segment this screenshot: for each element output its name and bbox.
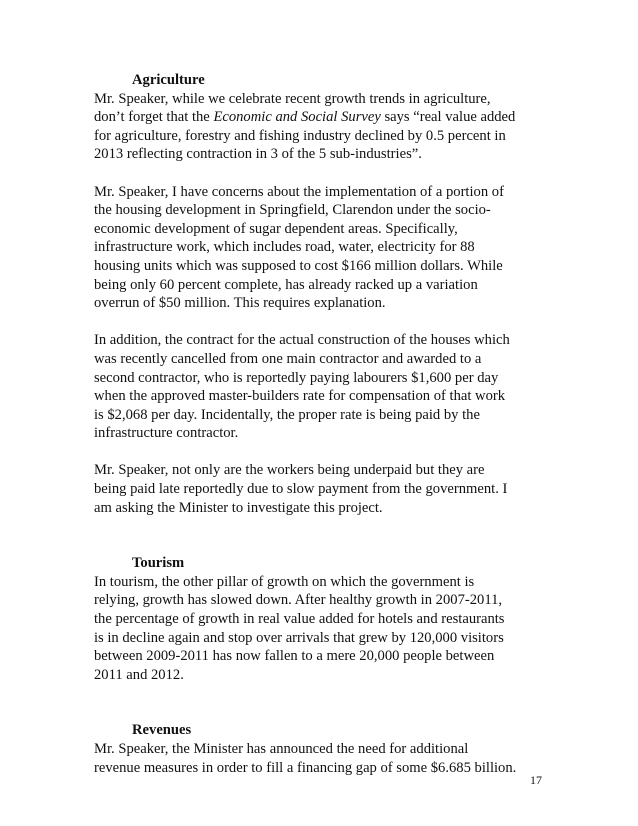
text-line: infrastructure contractor. [94, 425, 239, 442]
text-line: the housing development in Springfield, Clarendon under the socio- [94, 202, 491, 219]
text-line: is in decline again and stop over arrivals that grew by 120,000 visitors [94, 629, 504, 646]
survey-title-italic: Economic and Social Survey [213, 109, 381, 126]
section-heading-agriculture: Agriculture [132, 72, 205, 88]
text-line: when the approved master-builders rate for compensation of that work [94, 388, 506, 405]
text-line: Mr. Speaker, not only are the workers being underpaid but they are [94, 462, 485, 479]
text-line: In addition, the contract for the actual construction of the houses which [94, 332, 510, 349]
text-line: between 2009-2011 has now fallen to a mere 20,000 people between [94, 648, 495, 665]
text-line: 2013 reflecting contraction in 3 of the 5 sub-industries”. [94, 146, 422, 163]
text-run: says “real value added [380, 109, 516, 126]
document-body [94, 71, 546, 796]
text-line: for agriculture, forestry and fishing industry declined by 0.5 percent in [94, 127, 506, 144]
text-line: Mr. Speaker, while we celebrate recent growth trends in agriculture, [94, 90, 491, 107]
paragraph-housing-concerns [94, 183, 546, 313]
text-run: don’t forget that the [94, 109, 214, 126]
text-line [94, 108, 546, 127]
page-number: 17 [530, 773, 542, 787]
text-line: overrun of $50 million. This requires explanation. [94, 295, 386, 312]
text-line: being paid late reportedly due to slow payment from the government. I [94, 481, 508, 498]
text-line: In tourism, the other pillar of growth on which the government is [94, 573, 475, 590]
section-heading-revenues: Revenues [132, 722, 192, 739]
paragraph-contract [94, 331, 546, 443]
text-line: is $2,068 per day. Incidentally, the proper rate is being paid by the [94, 406, 480, 423]
text-line: Mr. Speaker, the Minister has announced the need for additional [94, 741, 469, 757]
section-tourism [94, 554, 546, 684]
text-line: relying, growth has slowed down. After healthy growth in 2007-2011, [94, 592, 503, 609]
section-revenues [94, 721, 546, 777]
paragraph-tourism-growth [94, 573, 546, 685]
text-line: Mr. Speaker, I have concerns about the implementation of a portion of [94, 183, 504, 200]
text-line: infrastructure work, which includes road, water, electricity for 88 [94, 239, 475, 256]
text-line: housing units which was supposed to cost $166 million dollars. While [94, 257, 503, 274]
paragraph-underpaid-workers [94, 461, 546, 517]
text-line: 2011 and 2012. [94, 666, 184, 683]
paragraph-agriculture-growth [94, 90, 546, 164]
text-line: economic development of sugar dependent areas. Specifically, [94, 220, 458, 237]
section-agriculture [94, 71, 546, 517]
text-line: second contractor, who is reportedly paying labourers $1,600 per day [94, 369, 499, 386]
text-line: the percentage of growth in real value added for hotels and restaurants [94, 611, 505, 628]
text-line: am asking the Minister to investigate this project. [94, 499, 383, 516]
paragraph-revenue-measures [94, 740, 546, 777]
text-line: revenue measures in order to fill a financing gap of some $6.685 billion. [94, 759, 517, 776]
section-heading-tourism: Tourism [132, 555, 185, 572]
text-line: being only 60 percent complete, has already racked up a variation [94, 276, 478, 293]
text-line: was recently cancelled from one main contractor and awarded to a [94, 350, 482, 367]
